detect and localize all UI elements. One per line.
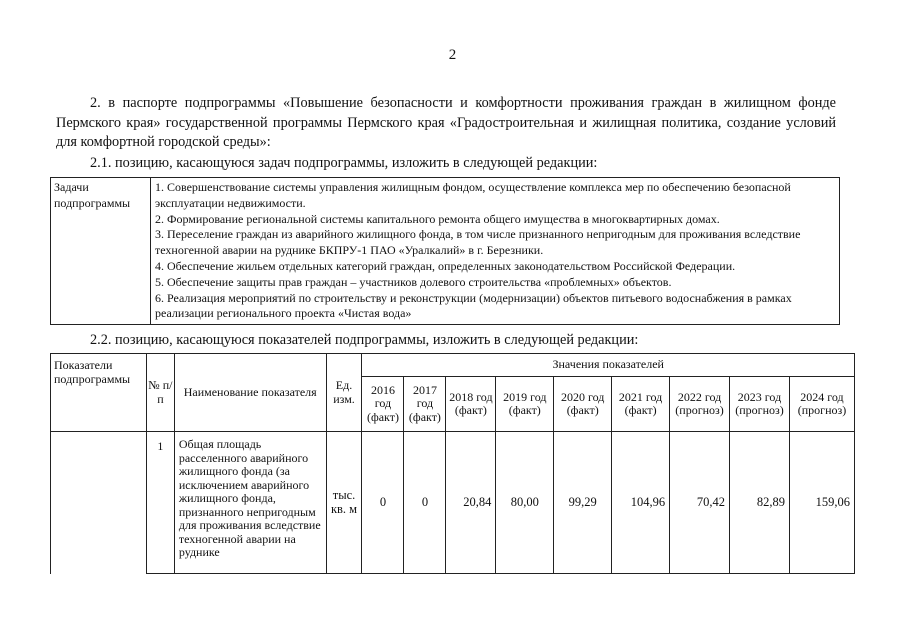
col-name-header: Наименование показателя xyxy=(174,354,326,432)
year-header: 2024 год (прогноз) xyxy=(789,377,854,432)
year-header: 2017 год (факт) xyxy=(404,377,446,432)
tasks-table xyxy=(50,177,840,325)
year-header: 2023 год (прогноз) xyxy=(730,377,790,432)
value-cell: 82,89 xyxy=(730,432,790,574)
table-row xyxy=(51,432,855,574)
value-cell: 0 xyxy=(362,432,404,574)
year-header: 2020 год (факт) xyxy=(554,377,612,432)
value-cell: 99,29 xyxy=(554,432,612,574)
value-cell: 70,42 xyxy=(670,432,730,574)
indicator-name: Общая площадь расселенного аварийного жилищного фонда (за исключением аварийного жилищного фонда, признанного непригодным для проживания вследствие техногенной аварии на руднике xyxy=(174,432,326,574)
item-2-1-text: 2.1. позицию, касающуюся задач подпрограммы, изложить в следующей редакции: xyxy=(90,155,598,171)
year-header: 2016 год (факт) xyxy=(362,377,404,432)
task-item: 2. Формирование региональной системы капитального ремонта общего имущества в многоквартирных домах. xyxy=(155,211,720,226)
label-spacer xyxy=(51,432,147,574)
values-header: Значения показателей xyxy=(362,354,855,377)
row-number: 1 xyxy=(146,432,174,574)
col-unit-header: Ед. изм. xyxy=(326,354,362,432)
tasks-list xyxy=(151,178,840,325)
value-cell: 20,84 xyxy=(446,432,496,574)
value-cell: 0 xyxy=(404,432,446,574)
item-2-2-text: 2.2. позицию, касающуюся показателей подпрограммы, изложить в следующей редакции: xyxy=(90,332,639,348)
indicators-table xyxy=(50,353,855,574)
year-header: 2021 год (факт) xyxy=(612,377,670,432)
indicator-unit: тыс. кв. м xyxy=(326,432,362,574)
task-item: 3. Переселение граждан из аварийного жилищного фонда, в том числе признанного непригодным для проживания вследствие техногенной аварии на руднике БКПРУ-1 ПАО «Уралкалий» в г. Березники. xyxy=(155,227,801,258)
task-item: 4. Обеспечение жильем отдельных категорий граждан, определенных законодательством Российской Федерации. xyxy=(155,258,736,273)
task-item: 5. Обеспечение защиты прав граждан – участников долевого строительства «проблемных» объектов. xyxy=(155,274,672,289)
value-cell: 104,96 xyxy=(612,432,670,574)
indicators-label: Показатели подпрограммы xyxy=(51,354,147,432)
value-cell: 159,06 xyxy=(789,432,854,574)
task-item: 1. Совершенствование системы управления жилищным фондом, осуществление комплекса мер по обеспечению безопасной эксплуатации недвижимости. xyxy=(155,180,791,210)
col-num-header: № п/п xyxy=(146,354,174,432)
value-cell: 80,00 xyxy=(496,432,554,574)
year-header: 2019 год (факт) xyxy=(496,377,554,432)
task-item: 6. Реализация мероприятий по строительству и реконструкции (модернизации) объектов питьевого водоснабжения в рамках реализации регионального проекта «Чистая вода» xyxy=(155,290,792,321)
page-number: 2 xyxy=(448,47,457,63)
year-header: 2022 год (прогноз) xyxy=(670,377,730,432)
tasks-label: Задачи подпрограммы xyxy=(51,178,151,325)
intro-paragraph: 2. в паспорте подпрограммы «Повышение безопасности и комфортности проживания граждан в жилищном фонде Пермского края» государственной программы Пермского края «Градостроительная и жилищная политика, создание условий для комфортной городской среды»: xyxy=(56,95,836,150)
year-header: 2018 год (факт) xyxy=(446,377,496,432)
